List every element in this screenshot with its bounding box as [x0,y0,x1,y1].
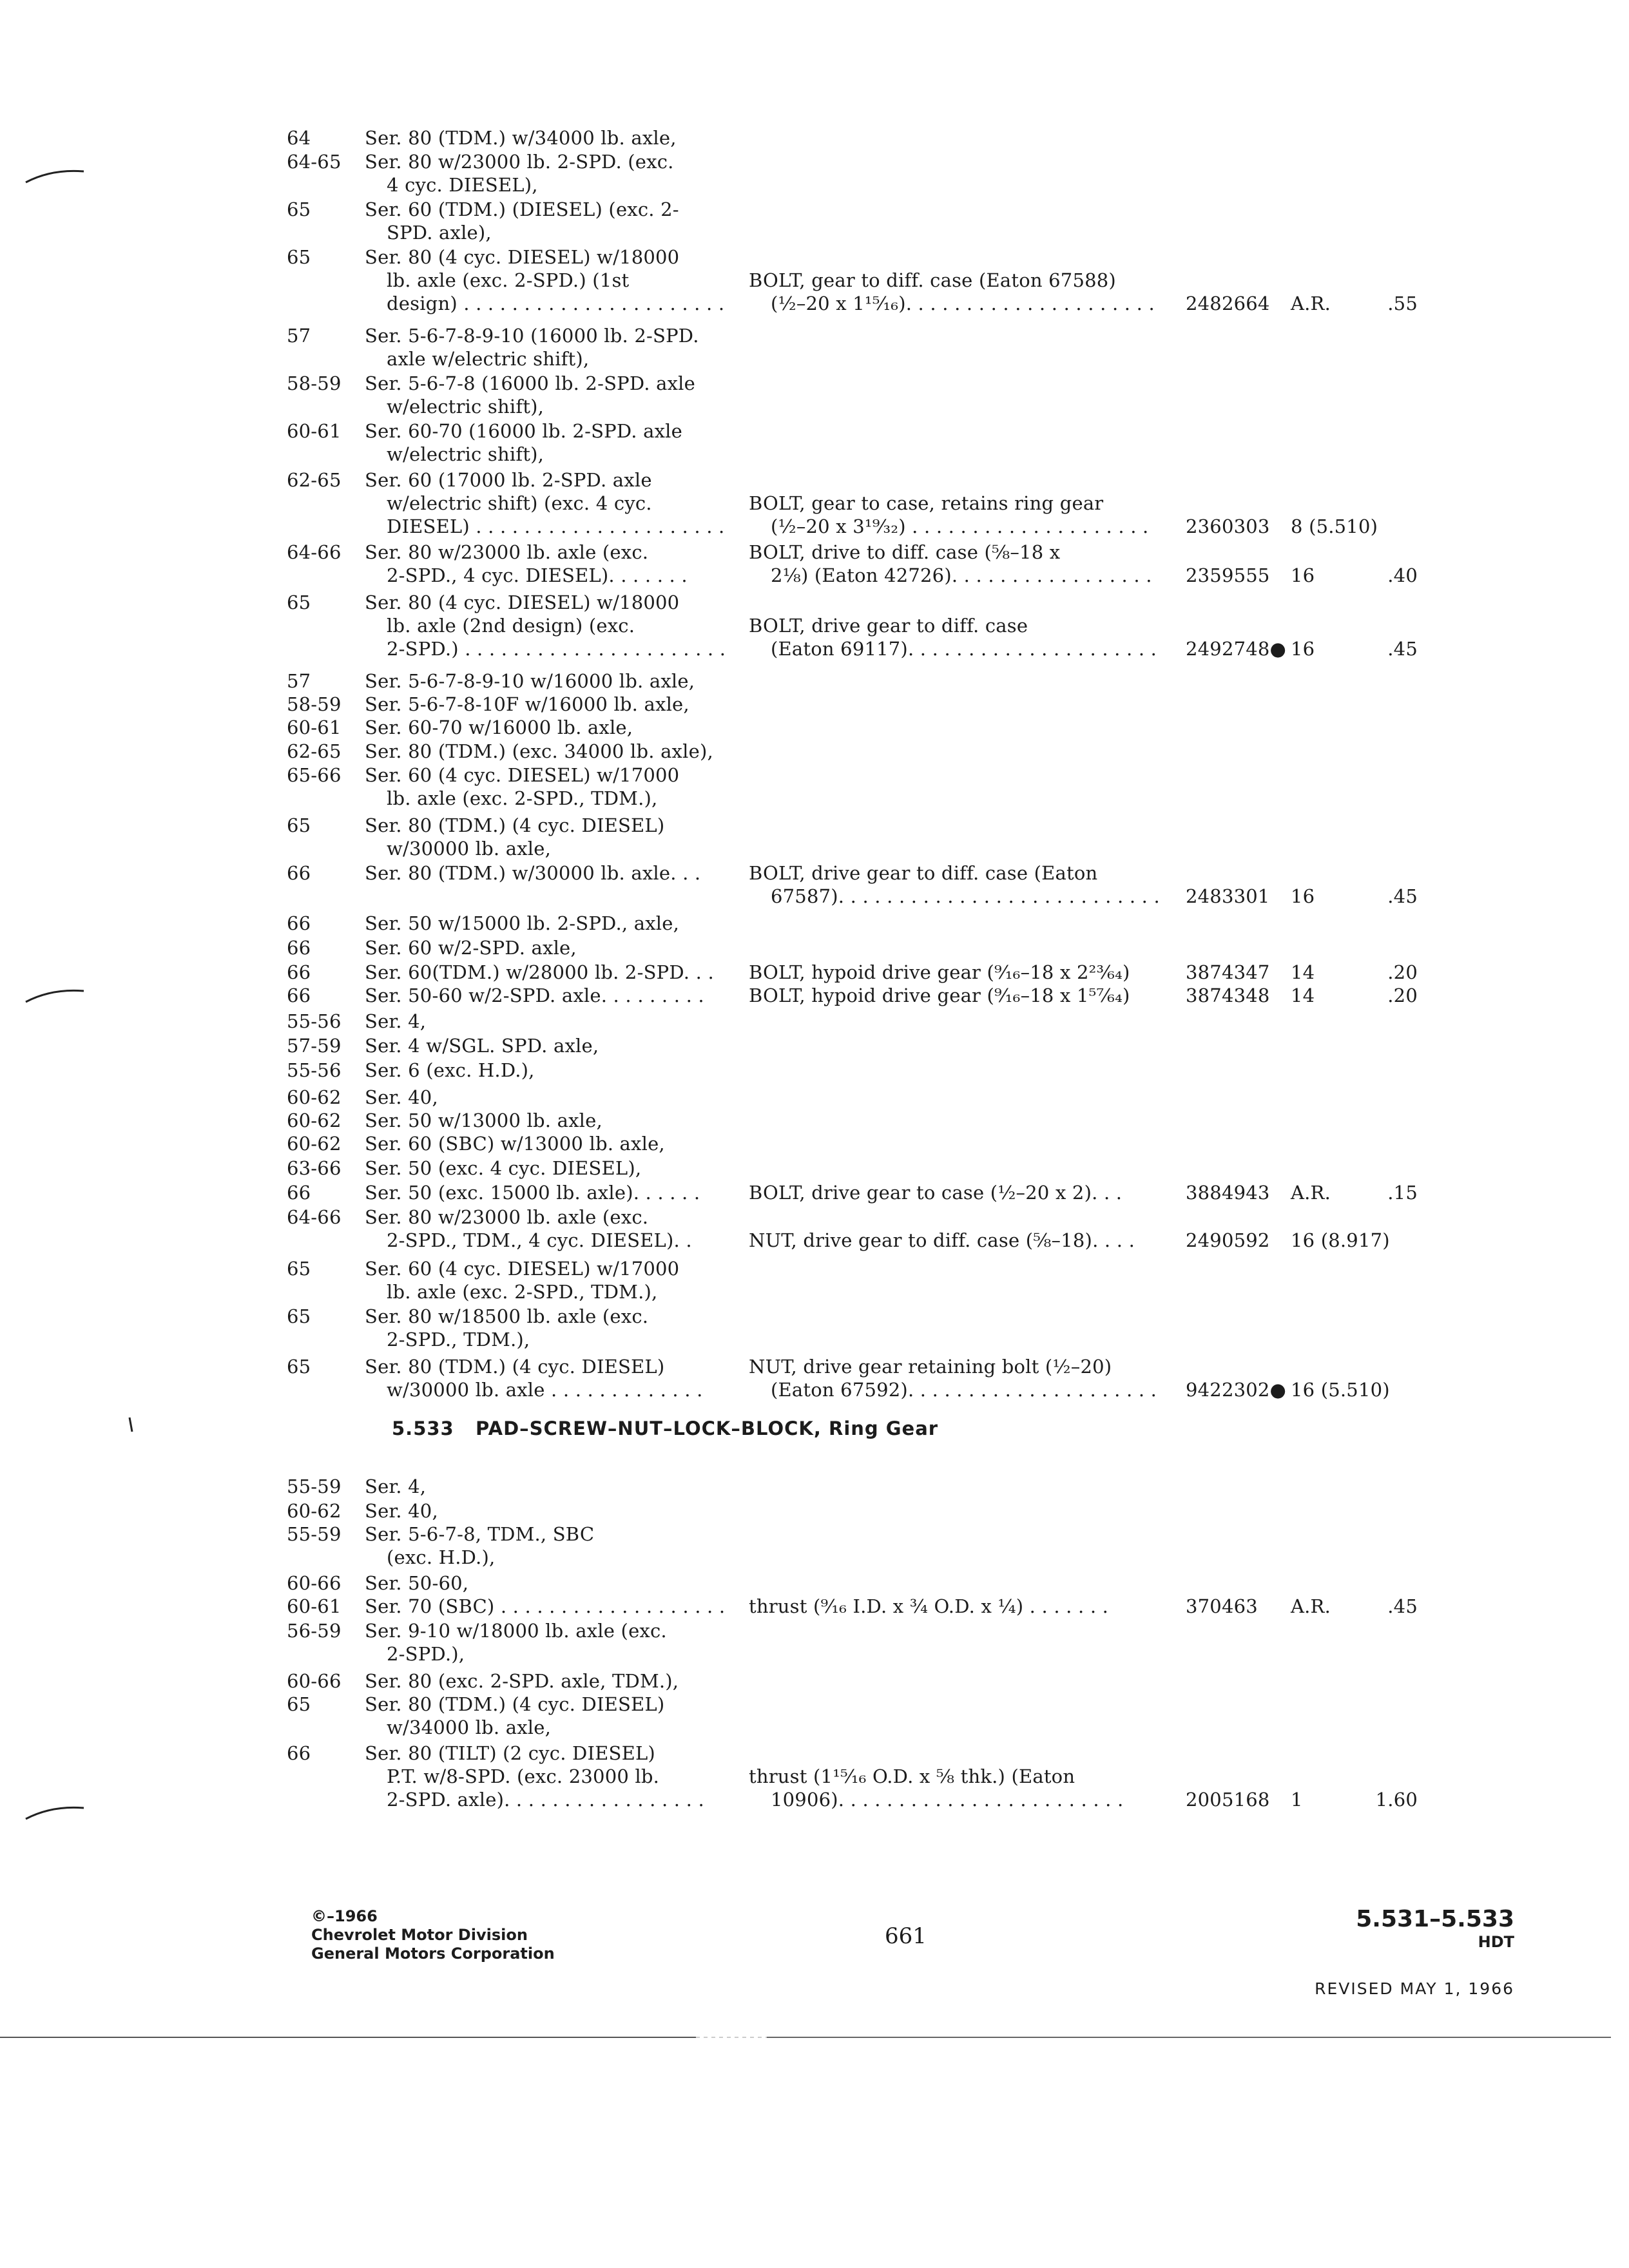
listing-line: Ser. 60 (17000 lb. 2-SPD. axle [365,469,652,491]
listing-line: 57 [287,670,311,692]
listing-line: BOLT, gear to case, retains ring gear [749,492,1104,514]
listing-line: Ser. 5-6-7-8 (16000 lb. 2-SPD. axle [365,372,695,394]
listing-line: DIESEL) . . . . . . . . . . . . . . . . . . . . . [387,515,725,537]
listing-line: Ser. 4, [365,1475,427,1497]
listing-line: 16 (8.917) [1291,1229,1390,1251]
listing-line: w/30000 lb. axle . . . . . . . . . . . . . [387,1379,703,1401]
listing-line: 2-SPD., TDM., 4 cyc. DIESEL). . [387,1229,692,1251]
listing-line: 14 [1291,961,1315,983]
listing-line: Ser. 80 (TDM.) (4 cyc. DIESEL) [365,814,665,836]
listing-line: 3874348 [1186,985,1270,1006]
page-number: 661 [885,1923,927,1949]
listing-line: .20 [1387,961,1418,983]
listing-line: 60-62 [287,1133,342,1155]
listing-line: A.R. [1291,1595,1331,1617]
listing-line: 2-SPD., 4 cyc. DIESEL). . . . . . . [387,564,688,586]
listing-line: Ser. 60 w/2-SPD. axle, [365,937,577,959]
listing-line: Ser. 50-60 w/2-SPD. axle. . . . . . . . . [365,985,704,1006]
listing-line: Ser. 50 (exc. 4 cyc. DIESEL), [365,1157,642,1179]
listing-line: Ser. 60 (TDM.) (DIESEL) (exc. 2- [365,198,679,220]
listing-line: Ser. 80 (4 cyc. DIESEL) w/18000 [365,246,680,268]
listing-line: lb. axle (exc. 2-SPD., TDM.), [387,1281,658,1303]
listing-line: .55 [1387,293,1418,314]
category-label: HDT [1478,1933,1514,1951]
listing-line: 2005168 [1186,1789,1270,1811]
listing-line: BOLT, drive gear to diff. case [749,615,1028,637]
listing-line: Ser. 80 (TDM.) (4 cyc. DIESEL) [365,1693,665,1715]
listing-line: Ser. 60-70 w/16000 lb. axle, [365,716,633,738]
listing-line: BOLT, hypoid drive gear (⁹⁄₁₆–18 x 2²³⁄₆₄) [749,961,1130,983]
listing-line: w/electric shift), [387,443,545,465]
listing-line: 60-61 [287,716,342,738]
corporation-line: General Motors Corporation [311,1945,555,1963]
listing-line: SPD. axle), [387,222,492,244]
listing-line: lb. axle (exc. 2-SPD.) (1st [387,269,630,291]
listing-line: 2-SPD.), [387,1643,465,1665]
listing-line: 2492748● [1186,638,1287,660]
listing-line: 60-62 [287,1086,342,1108]
listing-line: 10906). . . . . . . . . . . . . . . . . . . . . . . . [771,1789,1124,1811]
listing-line: w/30000 lb. axle, [387,838,552,860]
listing-line: 66 [287,912,311,934]
listing-line: 65 [287,246,311,268]
listing-line: w/34000 lb. axle, [387,1716,552,1738]
listing-line: Ser. 50 w/13000 lb. axle, [365,1110,602,1131]
listing-line: 66 [287,985,311,1006]
listing-line: lb. axle (2nd design) (exc. [387,615,635,637]
listing-line: 65 [287,1693,311,1715]
listing-line: Ser. 60(TDM.) w/28000 lb. 2-SPD. . . [365,961,714,983]
listing-line: 2359555 [1186,564,1270,586]
listing-line: 65 [287,591,311,613]
listing-line: Ser. 80 (TDM.) (4 cyc. DIESEL) [365,1356,665,1378]
listing-line: 2⅛) (Eaton 42726). . . . . . . . . . . . . . . . . [771,564,1152,586]
listing-line: 64-65 [287,151,342,173]
listing-line: Ser. 80 (TDM.) w/34000 lb. axle, [365,127,677,149]
listing-line: axle w/electric shift), [387,348,590,370]
listing-line: Ser. 9-10 w/18000 lb. axle (exc. [365,1620,667,1642]
listing-line: thrust (1¹⁵⁄₁₆ O.D. x ⅝ thk.) (Eaton [749,1765,1075,1787]
listing-line: 8 (5.510) [1291,515,1378,537]
listing-line: Ser. 80 w/23000 lb. 2-SPD. (exc. [365,151,674,173]
listing-line: 2-SPD. axle). . . . . . . . . . . . . . . . . [387,1789,704,1811]
listing-line: BOLT, drive gear to diff. case (Eaton [749,862,1098,884]
listing-line: 370463 [1186,1595,1258,1617]
listing-line: 2482664 [1186,293,1270,314]
listing-line: Ser. 4, [365,1010,427,1032]
listing-line: NUT, drive gear retaining bolt (½–20) [749,1356,1112,1378]
listing-line: 63-66 [287,1157,342,1179]
listing-line: 57 [287,325,311,347]
listing-line: .20 [1387,985,1418,1006]
listing-line: 16 [1291,638,1315,660]
copyright-line: ©–1966 [311,1907,378,1925]
listing-line: 55-56 [287,1059,342,1081]
listing-line: 65-66 [287,764,342,786]
listing-line: 2483301 [1186,885,1270,907]
listing-line: 66 [287,961,311,983]
listing-line: 60-66 [287,1670,342,1692]
margin-marks [0,0,193,2268]
listing-line: 16 [1291,564,1315,586]
listing-line: A.R. [1291,1182,1331,1204]
listing-line: 60-61 [287,420,342,442]
listing-line: design) . . . . . . . . . . . . . . . . . . . . . . [387,293,725,314]
division-line: Chevrolet Motor Division [311,1926,528,1944]
section-heading [392,1418,938,1439]
listing-line: 66 [287,1182,311,1204]
section-number: 5.533 [392,1418,454,1439]
listing-line: Ser. 60 (SBC) w/13000 lb. axle, [365,1133,665,1155]
listing-line: .45 [1387,1595,1418,1617]
listing-line: 65 [287,1356,311,1378]
listing-line: 2360303 [1186,515,1270,537]
listing-line: 64-66 [287,541,342,563]
listing-line: 65 [287,198,311,220]
listing-line: Ser. 40, [365,1500,438,1522]
listing-line: Ser. 4 w/SGL. SPD. axle, [365,1035,599,1057]
listing-line: (Eaton 69117). . . . . . . . . . . . . . . . . . . . . [771,638,1157,660]
listing-line: Ser. 80 (4 cyc. DIESEL) w/18000 [365,591,680,613]
listing-line: 64 [287,127,311,149]
listing-line: 55-59 [287,1475,342,1497]
listing-line: lb. axle (exc. 2-SPD., TDM.), [387,787,658,809]
listing-line: Ser. 80 (TILT) (2 cyc. DIESEL) [365,1742,655,1764]
listing-line: 16 (5.510) [1291,1379,1390,1401]
listing-line: 14 [1291,985,1315,1006]
listing-line: 3874347 [1186,961,1270,983]
listing-line: 65 [287,1305,311,1327]
listing-line: Ser. 60 (4 cyc. DIESEL) w/17000 [365,1258,680,1280]
listing-line: 1.60 [1375,1789,1418,1811]
listing-line: 66 [287,937,311,959]
listing-line: Ser. 70 (SBC) . . . . . . . . . . . . . . . . . . . [365,1595,726,1617]
listing-line: 2490592 [1186,1229,1270,1251]
listing-line: Ser. 5-6-7-8-9-10 (16000 lb. 2-SPD. [365,325,699,347]
listing-line: 1 [1291,1789,1303,1811]
listing-line: 60-62 [287,1500,342,1522]
listing-line: Ser. 60 (4 cyc. DIESEL) w/17000 [365,764,680,786]
listing-line: 55-56 [287,1010,342,1032]
listing-line: w/electric shift) (exc. 4 cyc. [387,492,652,514]
section-title-text: PAD–SCREW–NUT–LOCK–BLOCK, [476,1418,822,1439]
listing-line: Ser. 80 (TDM.) w/30000 lb. axle. . . [365,862,701,884]
revision-date: REVISED MAY 1, 1966 [1315,1979,1514,1998]
listing-line: .45 [1387,638,1418,660]
listing-line: 9422302● [1186,1379,1287,1401]
listing-line: 62-65 [287,740,342,762]
section-range-block [1356,1906,1514,1951]
section-subtitle: Ring Gear [828,1418,939,1439]
listing-line: Ser. 50-60, [365,1572,469,1594]
listing-line: (exc. H.D.), [387,1546,496,1568]
listing-line: BOLT, gear to diff. case (Eaton 67588) [749,269,1116,291]
listing-line: 3884943 [1186,1182,1270,1204]
listing-line: 58-59 [287,372,342,394]
listing-line: 60-62 [287,1110,342,1131]
listing-line: Ser. 50 (exc. 15000 lb. axle). . . . . . [365,1182,700,1204]
listing-line: .40 [1387,564,1418,586]
listing-line: Ser. 5-6-7-8, TDM., SBC [365,1523,595,1545]
listing-line: .15 [1387,1182,1418,1204]
listing-line: Ser. 5-6-7-8-9-10 w/16000 lb. axle, [365,670,695,692]
section-range: 5.531–5.533 [1356,1906,1514,1932]
listing-line: 57-59 [287,1035,342,1057]
listing-line: 55-59 [287,1523,342,1545]
listing-line: Ser. 80 w/23000 lb. axle (exc. [365,541,649,563]
listing-line: BOLT, drive to diff. case (⅝–18 x [749,541,1061,563]
listing-line: 60-66 [287,1572,342,1594]
listing-line: (Eaton 67592). . . . . . . . . . . . . . . . . . . . . [771,1379,1157,1401]
listing-line: (½–20 x 3¹⁹⁄₃₂) . . . . . . . . . . . . . . . . . . . . [771,515,1149,537]
listing-line: 58-59 [287,693,342,715]
listing-line: NUT, drive gear to diff. case (⅝–18). . . . [749,1229,1135,1251]
listing-line: thrust (⁹⁄₁₆ I.D. x ¾ O.D. x ¼) . . . . . . . [749,1595,1109,1617]
listing-line: .45 [1387,885,1418,907]
listing-line: Ser. 80 w/18500 lb. axle (exc. [365,1305,649,1327]
listing-line: 16 [1291,885,1315,907]
listing-line: 2-SPD., TDM.), [387,1329,530,1350]
listing-line: P.T. w/8-SPD. (exc. 23000 lb. [387,1765,660,1787]
listing-line: 60-61 [287,1595,342,1617]
listing-line: Ser. 80 w/23000 lb. axle (exc. [365,1206,649,1228]
listing-line: w/electric shift), [387,396,545,418]
publisher-block [311,1907,555,1963]
listing-line: Ser. 80 (TDM.) (exc. 34000 lb. axle), [365,740,713,762]
listing-line: Ser. 60-70 (16000 lb. 2-SPD. axle [365,420,682,442]
listing-line: BOLT, hypoid drive gear (⁹⁄₁₆–18 x 1⁵⁷⁄₆₄) [749,985,1130,1006]
listing-line: 65 [287,814,311,836]
listing-line: Ser. 40, [365,1086,438,1108]
listing-line: 4 cyc. DIESEL), [387,174,538,196]
listing-line: A.R. [1291,293,1331,314]
listing-line: BOLT, drive gear to case (½–20 x 2). . . [749,1182,1123,1204]
listing-line: 66 [287,862,311,884]
listing-line: Ser. 6 (exc. H.D.), [365,1059,535,1081]
listing-line: 66 [287,1742,311,1764]
bottom-rule [0,2035,1629,2048]
listing-line: 67587). . . . . . . . . . . . . . . . . . . . . . . . . . . [771,885,1160,907]
listing-line: (½–20 x 1¹⁵⁄₁₆). . . . . . . . . . . . . . . . . . . . . [771,293,1155,314]
listing-line: 62-65 [287,469,342,491]
listing-line: 2-SPD.) . . . . . . . . . . . . . . . . . . . . . . [387,638,726,660]
listing-line: 56-59 [287,1620,342,1642]
listing-line: Ser. 80 (exc. 2-SPD. axle, TDM.), [365,1670,679,1692]
listing-line: 65 [287,1258,311,1280]
listing-line: 64-66 [287,1206,342,1228]
listing-line: Ser. 5-6-7-8-10F w/16000 lb. axle, [365,693,689,715]
listing-line: Ser. 50 w/15000 lb. 2-SPD., axle, [365,912,680,934]
